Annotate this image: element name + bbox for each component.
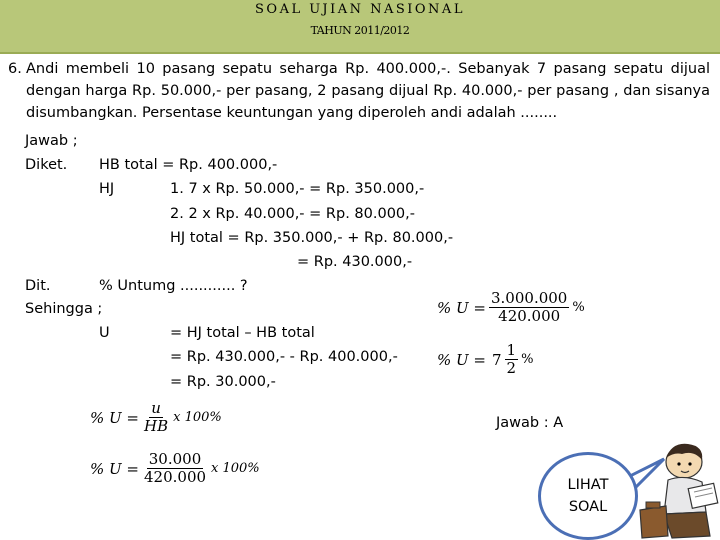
fraction-denominator: 2 bbox=[506, 359, 517, 377]
fraction-denominator: 420.000 bbox=[498, 307, 561, 325]
u-line-2: = Rp. 430.000,- - Rp. 400.000,- bbox=[170, 349, 398, 365]
formula-rhs: % bbox=[572, 300, 585, 315]
fraction bbox=[142, 451, 208, 486]
u-line-3: = Rp. 30.000,- bbox=[170, 374, 276, 390]
formula-lhs: % U = bbox=[437, 298, 486, 317]
hj-label: HJ bbox=[99, 181, 115, 197]
mixed-whole: 7 bbox=[492, 350, 502, 369]
boy-reading-illustration bbox=[632, 440, 720, 540]
fraction bbox=[142, 400, 170, 435]
hj-item-2: 2. 2 x Rp. 40.000,- = Rp. 80.000,- bbox=[170, 206, 415, 222]
formula-rhs: x 100% bbox=[173, 410, 222, 425]
formula-lhs: % U = bbox=[437, 350, 486, 369]
u-line-1: = HJ total – HB total bbox=[170, 325, 315, 341]
fraction-numerator: 1 bbox=[506, 341, 517, 359]
fraction-numerator: 30.000 bbox=[148, 450, 202, 468]
jawab-label: Jawab ; bbox=[25, 133, 78, 149]
formula-simplified bbox=[437, 290, 585, 325]
hb-total-line: HB total = Rp. 400.000,- bbox=[99, 157, 278, 173]
lihat-soal-label[interactable] bbox=[538, 474, 638, 518]
dit-label: Dit. bbox=[25, 278, 51, 294]
fraction bbox=[489, 290, 569, 325]
sehingga-label: Sehingga ; bbox=[25, 301, 103, 317]
formula-result bbox=[437, 342, 533, 377]
formula-u-over-hb bbox=[90, 400, 222, 435]
formula-values bbox=[90, 451, 260, 486]
page-title: SOAL UJIAN NASIONAL bbox=[255, 2, 465, 17]
formula-lhs: % U = bbox=[90, 408, 139, 427]
bubble-line-2: SOAL bbox=[568, 499, 608, 515]
u-label: U bbox=[99, 325, 110, 341]
header-bar bbox=[0, 0, 720, 54]
fraction-numerator: 3.000.000 bbox=[491, 289, 568, 307]
fraction-numerator: u bbox=[151, 399, 161, 417]
question-block bbox=[8, 58, 710, 124]
page-subtitle: TAHUN 2011/2012 bbox=[310, 24, 410, 37]
diket-label: Diket. bbox=[25, 157, 68, 173]
hj-total-line: HJ total = Rp. 350.000,- + Rp. 80.000,- bbox=[170, 230, 454, 246]
fraction bbox=[505, 342, 519, 377]
dit-text: % Untumg ............ ? bbox=[99, 278, 248, 294]
fraction-denominator: HB bbox=[144, 417, 169, 435]
formula-rhs: % bbox=[521, 352, 534, 367]
hj-item-1: 1. 7 x Rp. 50.000,- = Rp. 350.000,- bbox=[170, 181, 425, 197]
answer-text: Jawab : A bbox=[496, 415, 564, 431]
bubble-line-1: LIHAT bbox=[567, 477, 609, 493]
formula-rhs: x 100% bbox=[211, 461, 260, 476]
hj-total-result: = Rp. 430.000,- bbox=[297, 254, 413, 270]
question-text: Andi membeli 10 pasang sepatu seharga Rp. 400.000,-. Sebanyak 7 pasang sepatu dijual dengan harga Rp. 50.000,- per pasang, 2 pasang dijual Rp. 40.000,- per pasang , dan sisanya disumbangkan. Persentase keuntungan yang diperoleh andi adalah ........ bbox=[26, 61, 710, 121]
formula-lhs: % U = bbox=[90, 459, 139, 478]
fraction-denominator: 420.000 bbox=[144, 468, 207, 486]
question-number: 6. bbox=[8, 61, 22, 77]
